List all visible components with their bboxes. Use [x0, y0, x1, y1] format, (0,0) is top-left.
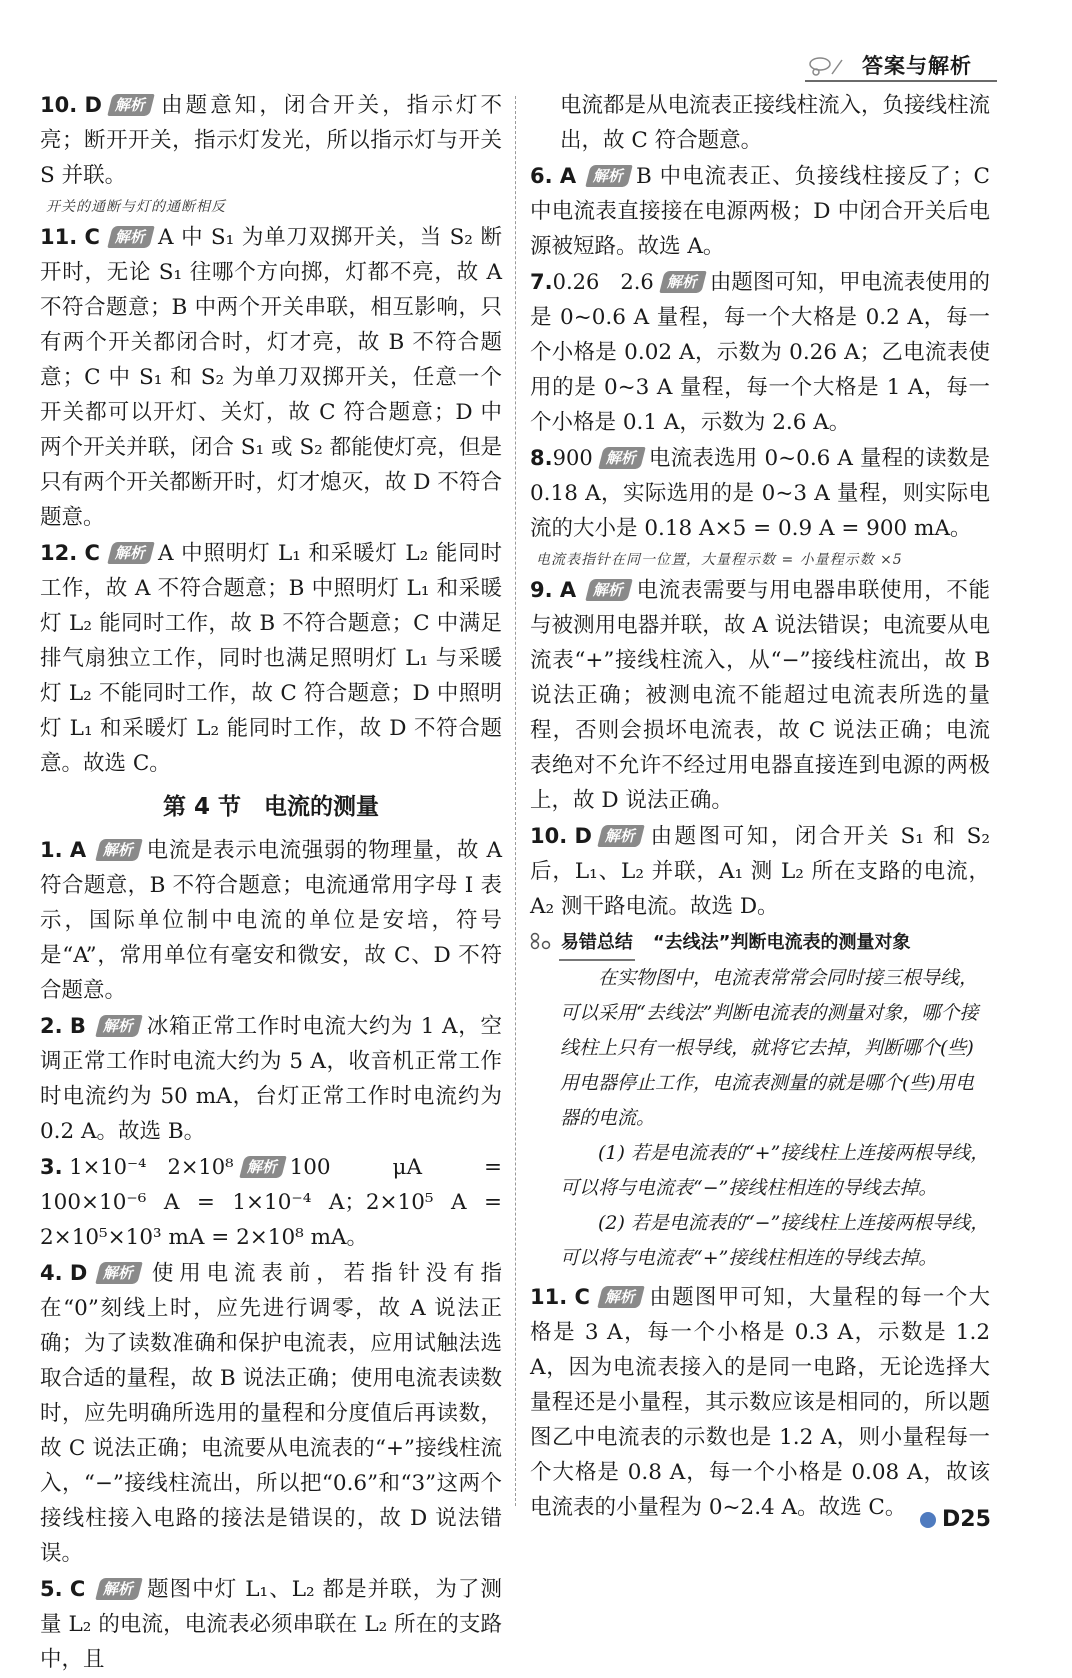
page-header	[0, 44, 1072, 88]
answer-text: 冰箱正常工作时电流大约为 1 A，空调正常工作时电流大约为 5 A，收音机正常工作时电流约为 50 mA，台灯正常工作时电流约为 0.2 A。故选 B。	[40, 1014, 502, 1144]
answer-text: 100 μA = 100×10⁻⁶ A = 1×10⁻⁴ A；2×10⁵ A = 2×10⁵×10³ mA = 2×10⁸ mA。	[40, 1155, 502, 1250]
question-number: 6. A	[530, 164, 577, 188]
question-number: 3. 1×10⁻⁴ 2×10⁸	[40, 1155, 234, 1179]
question-number: 9. A	[530, 578, 577, 602]
question-number: 11. C	[530, 1285, 590, 1309]
analysis-tag: 解析	[659, 271, 707, 293]
question-number: 7.0.26 2.6	[530, 270, 654, 294]
error-summary-paragraph: (2) 若是电流表的“−”接线柱上连接两根导线，可以将与电流表“+”接线柱相连的导线去掉。	[560, 1212, 990, 1269]
analysis-tag: 解析	[95, 839, 143, 861]
answer-item-5	[40, 1572, 502, 1677]
answer-item-10-right	[530, 819, 990, 924]
left-column	[40, 88, 502, 1678]
answer-item-4	[40, 1256, 502, 1571]
answer-text: A 中照明灯 L₁ 和采暖灯 L₂ 能同时工作，故 A 不符合题意；B 中照明灯 L₁ 和采暖灯 L₂ 能同时工作，故 B 不符合题意；C 中满足排气扇独立工作，同时也满足照明灯 L₁ 与采暖灯 L₂ 不能同时工作，故 C 符合题意；D 中照明灯 L₁ 和采暖灯 L₂ 能同时工作，故 D 不符合题意。故选 C。	[40, 541, 502, 776]
link-nodes-icon	[530, 932, 552, 950]
handwritten-note: 开关的通断与灯的通断相反	[46, 199, 226, 215]
answer-item-11	[40, 220, 502, 535]
answer-item-10	[40, 88, 502, 193]
page-number: D25	[942, 1507, 991, 1532]
right-column	[530, 88, 990, 1526]
answer-text: 题图中灯 L₁、L₂ 都是并联，为了测量 L₂ 的电流，电流表必须串联在 L₂ 所在的支路中，且	[40, 1577, 502, 1672]
analysis-tag: 解析	[585, 165, 633, 187]
analysis-tag: 解析	[597, 825, 645, 847]
answer-item-11-right	[530, 1280, 990, 1525]
answer-text: 由题意知，闭合开关，指示灯不亮；断开开关，指示灯发光，所以指示灯与开关 S 并联。	[40, 93, 502, 188]
analysis-tag: 解析	[107, 94, 155, 116]
analysis-tag: 解析	[107, 542, 155, 564]
pencil-doodle-icon	[806, 48, 846, 78]
answer-text: 由题图可知，甲电流表使用的是 0~0.6 A 量程，每一个大格是 0.2 A，每一个小格是 0.02 A，示数为 0.26 A；乙电流表使用的是 0~3 A 量程，每一个大格是 1 A，每一个小格是 0.1 A，示数为 2.6 A。	[530, 270, 990, 435]
column-divider	[515, 96, 516, 1506]
error-summary-paragraph: 在实物图中，电流表常常会同时接三根导线，可以采用“去线法”判断电流表的测量对象，哪个接线柱上只有一根导线，就将它去掉，判断哪个(些)用电器停止工作，电流表测量的就是哪个(些)用电器的电流。	[560, 967, 979, 1129]
handwritten-note: 电流表指针在同一位置，大量程示数 = 小量程示数 ×5	[536, 552, 903, 568]
answer-item-2	[40, 1009, 502, 1149]
page-marker-icon	[920, 1512, 936, 1528]
answer-item-6	[530, 159, 990, 264]
answer-item-7	[530, 265, 990, 440]
question-number: 8.900	[530, 446, 593, 470]
answer-text: 由题图甲可知，大量程的每一个大格是 3 A，每一个小格是 0.3 A，示数是 1.2 A，因为电流表接入的是同一电路，无论选择大量程还是小量程，其示数应该是相同的，所以题图乙中电流表的示数也是 1.2 A，则小量程每一个大格是 0.8 A，每一个小格是 0.08 A，故该电流表的小量程为 0~2.4 A。故选 C。	[530, 1285, 990, 1520]
analysis-tag: 解析	[95, 1015, 143, 1037]
answer-text: 由题图可知，闭合开关 S₁ 和 S₂ 后，L₁、L₂ 并联，A₁ 测 L₂ 所在支路的电流，A₂ 测干路电流。故选 D。	[530, 824, 990, 919]
question-number: 2. B	[40, 1014, 86, 1038]
question-number: 11. C	[40, 225, 100, 249]
analysis-tag: 解析	[239, 1156, 287, 1178]
answer-text: 使用电流表前，若指针没有指在“0”刻线上时，应先进行调零，故 A 说法正确；为了读数准确和保护电流表，应用试触法选取合适的量程，故 B 说法正确；使用电流表读数时，应先明确所选用的量程和分度值后再读数，故 C 说法正确；电流要从电流表的“+”接线柱流入，“−”接线柱流出，所以把“0.6”和“3”这两个接线柱接入电路的接法是错误的，故 D 说法错误。	[40, 1261, 502, 1566]
section-title: 第 4 节 电流的测量	[162, 794, 380, 820]
answer-continuation: 电流都是从电流表正接线柱流入，负接线柱流出，故 C 符合题意。	[560, 93, 991, 153]
answer-text: 电流表选用 0~0.6 A 量程的读数是 0.18 A，实际选用的是 0~3 A 量程，则实际电流的大小是 0.18 A×5 = 0.9 A = 900 mA。	[530, 446, 990, 541]
analysis-tag: 解析	[597, 1286, 645, 1308]
analysis-tag: 解析	[95, 1262, 143, 1284]
answer-item-12	[40, 536, 502, 781]
question-number: 10. D	[530, 824, 592, 848]
answer-text: A 中 S₁ 为单刀双掷开关，当 S₂ 断开时，无论 S₁ 往哪个方向掷，灯都不亮，故 A 不符合题意；B 中两个开关串联，相互影响，只有两个开关都闭合时，灯才亮，故 B 不符合题意；C 中 S₁ 和 S₂ 为单刀双掷开关，任意一个开关都可以开灯、关灯，故 C 符合题意；D 中两个开关并联，闭合 S₁ 或 S₂ 都能使灯亮，但是只有两个开关都断开时，灯才熄灭，故 D 不符合题意。	[40, 225, 502, 530]
header-title: 答案与解析	[862, 54, 972, 78]
answer-text: 电流表需要与用电器串联使用，不能与被测用电器并联，故 A 说法错误；电流要从电流表“+”接线柱流入，从“−”接线柱流出，故 B 说法正确；被测电流不能超过电流表所选的量程，否则会损坏电流表，故 C 说法正确；电流表绝对不允许不经过用电器直接连到电源的两极上，故 D 说法正确。	[530, 578, 990, 813]
question-number: 10. D	[40, 93, 102, 117]
header-rule	[805, 80, 997, 82]
error-summary-title: “去线法”判断电流表的测量对象	[652, 932, 911, 953]
error-summary-label: 易错总结	[559, 927, 635, 961]
question-number: 4. D	[40, 1261, 88, 1285]
analysis-tag: 解析	[598, 447, 646, 469]
page-footer	[920, 1507, 991, 1547]
error-summary-box	[530, 926, 990, 1276]
question-number: 12. C	[40, 541, 100, 565]
question-number: 5. C	[40, 1577, 86, 1601]
error-summary-header	[530, 926, 990, 961]
analysis-tag: 解析	[585, 579, 633, 601]
error-summary-paragraph: (1) 若是电流表的“+”接线柱上连接两根导线，可以将与电流表“−”接线柱相连的导线去掉。	[560, 1142, 990, 1199]
answer-text: 电流是表示电流强弱的物理量，故 A 符合题意，B 不符合题意；电流通常用字母 I 表示，国际单位制中电流的单位是安培，符号是“A”，常用单位有毫安和微安，故 C、D 不符合题意。	[40, 838, 502, 1003]
analysis-tag: 解析	[107, 226, 155, 248]
question-number: 1. A	[40, 838, 87, 862]
answer-text: B 中电流表正、负接线柱接反了；C 中电流表直接接在电源两极；D 中闭合开关后电源被短路。故选 A。	[530, 164, 990, 259]
analysis-tag: 解析	[95, 1578, 143, 1600]
answer-item-3	[40, 1150, 502, 1255]
answer-item-8	[530, 441, 990, 546]
answer-item-9	[530, 573, 990, 818]
answer-item-1	[40, 833, 502, 1008]
